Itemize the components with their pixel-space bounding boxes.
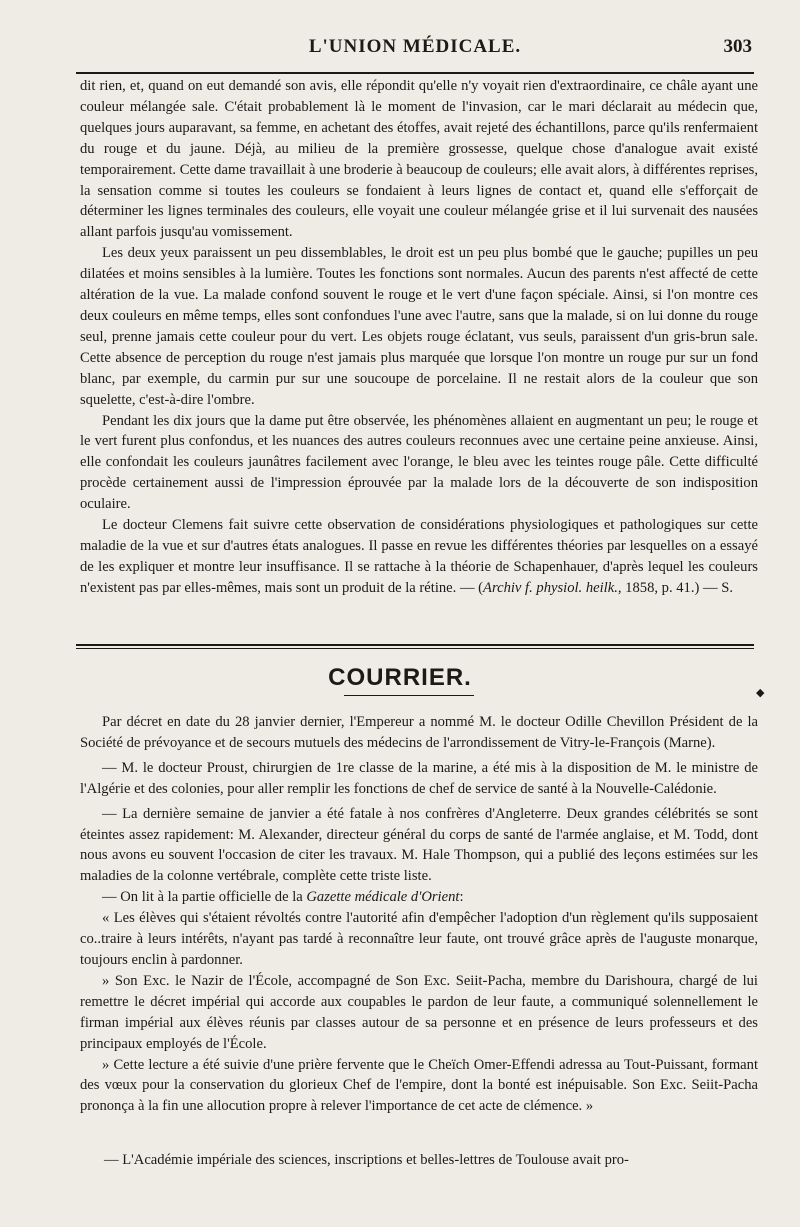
paragraph [80, 515, 758, 599]
paragraph-text: — On lit à la partie officielle de la [102, 889, 307, 906]
article-body [80, 76, 758, 599]
citation: Gazette médicale d'Orient [306, 889, 460, 906]
paragraph: Pendant les dix jours que la dame put être observée, les phénomènes allaient en augmentant un peu; le rouge et le vert furent plus confondus, et les nuances des autres couleurs reconnues avec une certaine peine anxieuse. Ainsi, elle confondait les couleurs jaunâtres facilement avec l'orange, le bleu avec les teintes rouge pâle. Cette difficulté procède certainement aussi de l'impression éprouvée par la malade lors de la découverte de son indisposition oculaire. [80, 412, 758, 513]
paragraph: — M. le docteur Proust, chirurgien de 1re classe de la marine, a été mis à la disposition de M. le ministre de l'Algérie et des colonies, pour aller remplir les fonctions de chef de service de santé à la Nouvelle-Calédonie. [80, 759, 758, 797]
running-title: L'UNION MÉDICALE. [308, 36, 522, 57]
page-header [78, 36, 752, 64]
title-underline [344, 695, 474, 696]
paragraph-text: , 1858, p. 41.) — S. [617, 579, 734, 596]
section-title: COURRIER. [328, 664, 472, 691]
section-rule [76, 644, 754, 646]
paragraph: dit rien, et, quand on eut demandé son avis, elle répondit qu'elle n'y voyait rien d'extraordinaire, ce châle ayant une couleur mélangée sale. C'était probablement là le moment de l'invasion, car le mari déclarait au médecin que, quelques jours auparavant, sa femme, en achetant des étoffes, avait rejeté des échantillons, parce qu'ils renfermaient du rouge et du jaune. Déjà, au milieu de la première grossesse, quelque chose d'analogue avait existé temporairement. Cette dame travaillait à une broderie à beaucoup de couleurs; elle avait alors, à différentes reprises, la sensation comme si toutes les couleurs se fondaient à leurs lignes de contact et, quand elle s'efforçait de déterminer les lignes terminales des couleurs, elle voyait une couleur mélangée grise et il lui survenait des nausées allant parfois jusqu'au vomissement. [80, 78, 758, 241]
paragraph: » Son Exc. le Nazir de l'École, accompagné de Son Exc. Seiit-Pacha, membre du Darishoura, chargé de lui remettre le décret impérial qui accorde aux coupables le pardon de leur faute, a communiqué solennellement le firman impérial aux élèves réunis par classes autour de sa personne et en présence de leurs professeurs et des principaux employés de l'École. [80, 972, 758, 1052]
paragraph: » Cette lecture a été suivie d'une prière fervente que le Cheïch Omer-Effendi adressa au Tout-Puissant, formant des vœux pour la conservation du glorieux Chef de l'empire, dont la bonté est inépuisable. Son Exc. Seiit-Pacha prononça à la fin une allocution propre à relever l'importance de cet acte de clémence. » [80, 1056, 758, 1115]
section-rule [76, 648, 754, 649]
paragraph: — La dernière semaine de janvier a été fatale à nos confrères d'Angleterre. Deux grandes célébrités se sont éteintes assez rapidement: M. Alexander, directeur général du corps de santé de l'armée anglaise, et M. Todd, dont nous avons eu souvent l'occasion de citer les travaux. M. Hale Thompson, qui a publié des leçons estimées sur les maladies de la colonne vertébrale, complète cette triste liste. [80, 805, 758, 885]
header-rule [76, 72, 754, 74]
citation: Archiv f. physiol. heilk. [483, 579, 618, 596]
courrier-body [80, 712, 758, 1117]
page-number: 303 [723, 36, 752, 57]
paragraph [80, 887, 758, 908]
paragraph-text: Le docteur Clemens fait suivre cette observation de considérations physiologiques et pathologiques sur cette maladie de la vue et sur d'autres états analogues. Il passe en revue les différentes théories par lesquelles on a essayé de les expliquer et montre leur insuffisance. Il se rattache à la théorie de Schapenhauer, d'après lequel les couleurs n'existent pas par elles-mêmes, mais sont un produit de la rétine. — ( [80, 517, 758, 596]
paragraph: — L'Académie impériale des sciences, inscriptions et belles-lettres de Toulouse avait pro- [104, 1152, 629, 1168]
ornament-icon: ◆ [756, 687, 765, 699]
paragraph: Par décret en date du 28 janvier dernier, l'Empereur a nommé M. le docteur Odille Chevillon Président de la Société de prévoyance et de secours mutuels des médecins de l'arrondissement de Vitry-le-François (Marne). [80, 714, 758, 751]
paragraph-text: : [459, 889, 464, 906]
paragraph: « Les élèves qui s'étaient révoltés contre l'autorité afin d'empêcher l'adoption d'un règlement qu'ils supposaient co..traire à leurs intérêts, n'ayant pas tardé à reconnaître leur faute, ont trouvé grâce après de l'auguste monarque, toujours enclin à pardonner. [80, 910, 758, 968]
paragraph: Les deux yeux paraissent un peu dissemblables, le droit est un peu plus bombé que le gauche; pupilles un peu dilatées et moins sensibles à la lumière. Toutes les fonctions sont normales. Aucun des parents n'est affecté de cette altération de la vue. La malade confond souvent le rouge et le vert d'une façon spéciale. Ainsi, si l'on montre ces deux couleurs en même temps, elles sont confondues l'une avec l'autre, sans que la malade, si on lui donne du rouge seul, prenne jamais cette couleur pour du vert. Les objets rouge éclatant, vus seuls, paraissent d'un gris-brun sale. Cette absence de perception du rouge n'est jamais plus marquée que lorsque l'on montre un rouge pur sur un fond blanc, par exemple, du carmin pur sur une soucoupe de porcelaine. Il ne restait alors de la couleur que son squelette, c'est-à-dire l'ombre. [80, 245, 758, 408]
